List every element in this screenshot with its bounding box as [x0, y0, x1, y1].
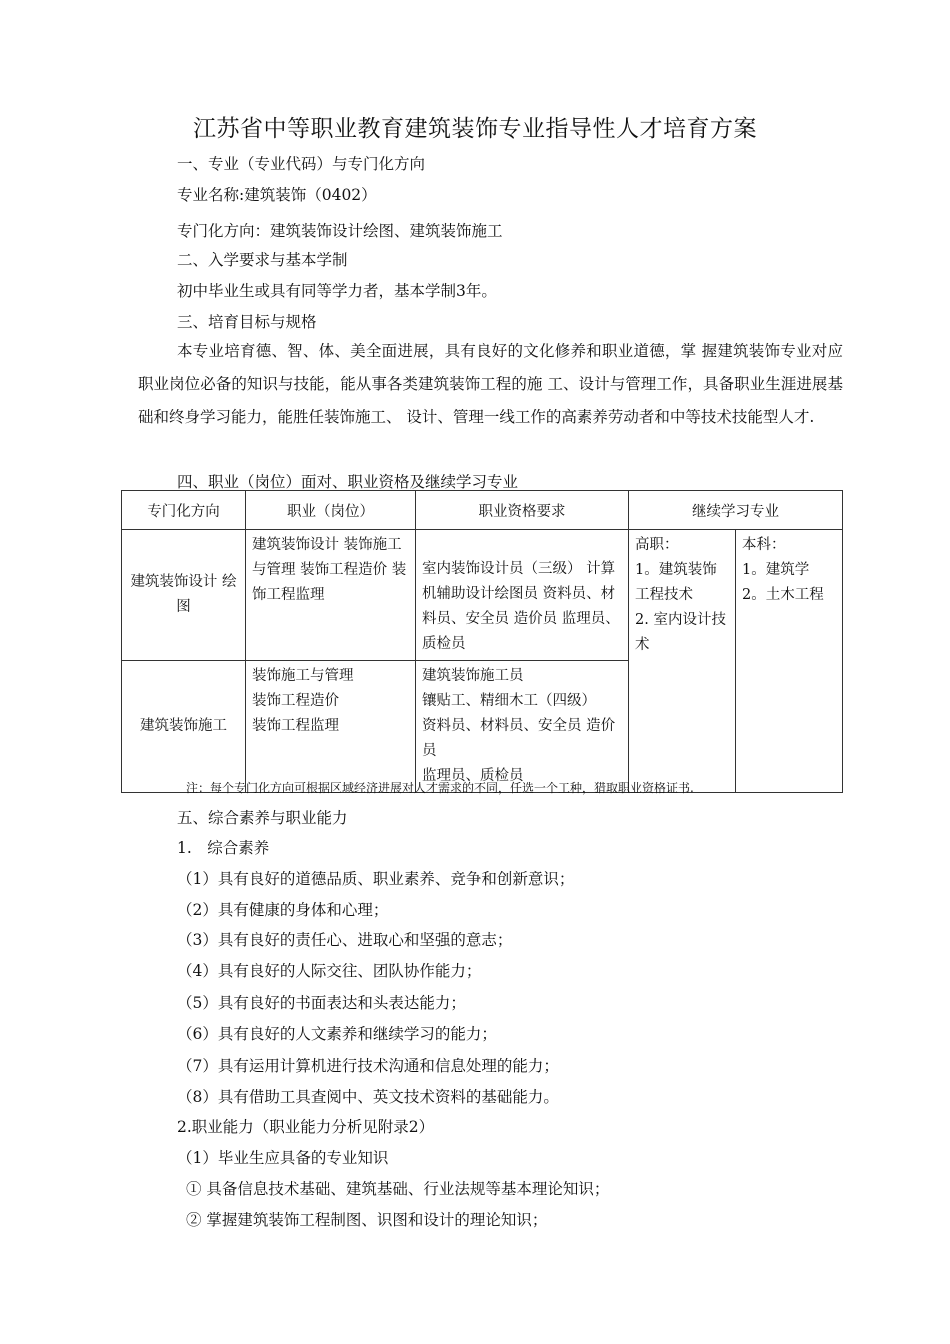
- qualification-item: 镶贴工、精细木工（四级）: [422, 693, 596, 709]
- undergraduate-cell: [736, 530, 843, 793]
- qualifications-cell: 室内装饰设计员（三级） 计算机辅助设计绘图员 资料员、材料员、安全员 造价员 监理员、质检员: [416, 530, 629, 661]
- list-item: （7）具有运用计算机进行技术沟通和信息处理的能力；: [177, 1057, 559, 1075]
- section3-heading: 三、培育目标与规格: [177, 313, 317, 331]
- list-item: （5）具有良好的书面表达和头表达能力；: [177, 994, 466, 1012]
- subsection-heading: （1）毕业生应具备的专业知识: [177, 1149, 389, 1167]
- section5-heading: 五、综合素养与职业能力: [177, 809, 348, 827]
- post-item: 装饰工程监理: [252, 718, 339, 734]
- direction-cell: 建筑装饰施工: [122, 661, 246, 793]
- section2-heading: 二、入学要求与基本学制: [177, 251, 348, 269]
- list-item: （3）具有良好的责任心、进取心和坚强的意志；: [177, 931, 513, 949]
- admission-text: 初中毕业生或具有同等学力者，基本学制3年。: [177, 282, 497, 300]
- qualification-item: 资料员、材料员、安全员 造价员: [422, 718, 616, 759]
- list-item: （2）具有健康的身体和心理；: [177, 901, 389, 919]
- career-table: [121, 490, 843, 793]
- table-header-row: [122, 491, 843, 530]
- table-note: 注：每个专门化方向可根据区域经济进展对人才需求的不同，任选一个工种，猎取职业资格证书.: [186, 781, 694, 795]
- list-item: （4）具有良好的人际交往、团队协作能力；: [177, 962, 482, 980]
- specialization-directions: 专门化方向：建筑装饰设计绘图、建筑装饰施工: [177, 222, 503, 240]
- post-item: 装饰施工与管理: [252, 668, 354, 684]
- header-direction: 专门化方向: [122, 491, 246, 530]
- major-name: 专业名称:建筑装饰（0402）: [177, 186, 377, 204]
- list-item: （6）具有良好的人文素养和继续学习的能力；: [177, 1025, 497, 1043]
- qualification-item: 建筑装饰施工员: [422, 668, 524, 684]
- higher-vocational-cell: [629, 530, 736, 793]
- direction-cell: 建筑装饰设计 绘图: [122, 530, 246, 661]
- training-goal-paragraph: 本专业培育德、智、体、美全面进展，具有良好的文化修养和职业道德，掌 握建筑装饰专业对应职业岗位必备的知识与技能，能从事各类建筑装饰工程的施 工、设计与管理工作，具备职业生涯进展基础和终身学习能力，能胜任装饰施工、 设计、管理一线工作的高素养劳动者和中等技术技能型人才.: [138, 342, 843, 426]
- table-row: [122, 530, 843, 661]
- section4-heading: 四、职业（岗位）面对、职业资格及继续学习专业: [177, 473, 519, 491]
- post-item: 装饰工程造价: [252, 693, 339, 709]
- higher-vocational-item: 2. 室内设计技术: [635, 612, 726, 653]
- subsection-heading: 1. 综合素养: [177, 839, 270, 857]
- list-item: （1）具有良好的道德品质、职业素养、竞争和创新意识；: [177, 870, 575, 888]
- list-item: （8）具有借助工具查阅中、英文技术资料的基础能力。: [177, 1088, 559, 1106]
- undergraduate-item: 1。建筑学: [742, 562, 810, 578]
- qualifications-cell: [416, 661, 629, 793]
- posts-cell: 建筑装饰设计 装饰施工与管理 装饰工程造价 装饰工程监理: [246, 530, 416, 661]
- subsection-heading: 2.职业能力（职业能力分析见附录2）: [177, 1118, 435, 1136]
- header-continuing: 继续学习专业: [629, 491, 843, 530]
- higher-vocational-item: 1。建筑装饰工程技术: [635, 562, 717, 603]
- posts-cell: [246, 661, 416, 793]
- list-item: ① 具备信息技术基础、建筑基础、行业法规等基本理论知识；: [186, 1180, 610, 1198]
- header-posts: 职业（岗位）: [246, 491, 416, 530]
- undergraduate-label: 本科：: [742, 537, 786, 553]
- header-qualifications: 职业资格要求: [416, 491, 629, 530]
- qualification-item: 监理员、质检员: [422, 768, 524, 784]
- document-title: 江苏省中等职业教育建筑装饰专业指导性人才培育方案: [193, 116, 757, 142]
- list-item: ② 掌握建筑装饰工程制图、识图和设计的理论知识；: [186, 1211, 548, 1229]
- section1-heading: 一、专业（专业代码）与专门化方向: [177, 155, 426, 173]
- undergraduate-item: 2。土木工程: [742, 587, 824, 603]
- higher-vocational-label: 高职：: [635, 537, 679, 553]
